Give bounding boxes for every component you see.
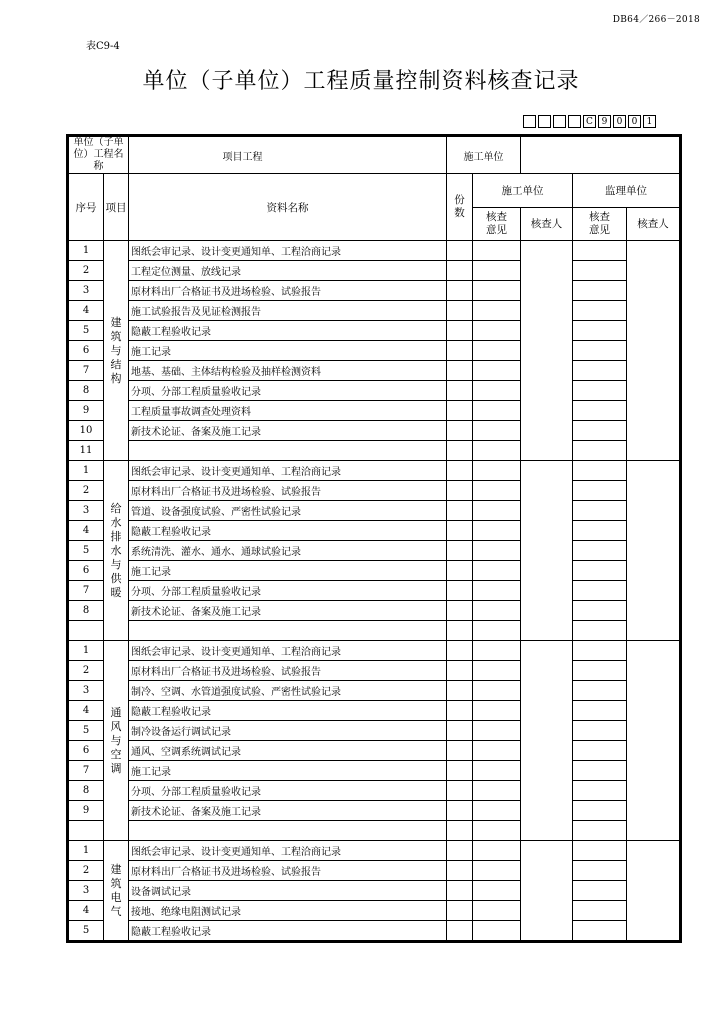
table-row: [69, 921, 680, 941]
row-copies-cell[interactable]: [447, 361, 473, 381]
table-row: [69, 601, 680, 621]
row-contractor-opinion-cell[interactable]: [473, 881, 521, 901]
row-supervisor-opinion-cell[interactable]: [573, 861, 627, 881]
row-contractor-opinion-cell[interactable]: [473, 381, 521, 401]
row-seq: 6: [69, 341, 104, 361]
section-label: [104, 841, 129, 941]
row-document-name: [129, 621, 447, 641]
table-row: [69, 781, 680, 801]
row-document-name: 设备调试记录: [129, 881, 447, 901]
row-contractor-opinion-cell[interactable]: [473, 441, 521, 461]
row-copies-cell[interactable]: [447, 761, 473, 781]
table-row: [69, 421, 680, 441]
row-document-name: 系统清洗、灌水、通水、通球试验记录: [129, 541, 447, 561]
row-contractor-opinion-cell[interactable]: [473, 661, 521, 681]
row-seq: 3: [69, 681, 104, 701]
row-seq: 5: [69, 921, 104, 941]
table-row: [69, 441, 680, 461]
row-document-name: 施工试验报告及见证检测报告: [129, 301, 447, 321]
section-supervisor-checker-cell[interactable]: [627, 641, 680, 841]
row-document-name: 新技术论证、备案及施工记录: [129, 421, 447, 441]
row-copies-cell[interactable]: [447, 861, 473, 881]
row-supervisor-opinion-cell[interactable]: [573, 481, 627, 501]
row-copies-cell[interactable]: [447, 541, 473, 561]
row-copies-cell[interactable]: [447, 781, 473, 801]
row-document-name: 原材料出厂合格证书及进场检验、试验报告: [129, 861, 447, 881]
row-copies-cell[interactable]: [447, 661, 473, 681]
code-box[interactable]: C: [583, 115, 596, 128]
row-document-name: 分项、分部工程质量验收记录: [129, 781, 447, 801]
table-row: [69, 301, 680, 321]
row-supervisor-opinion-cell[interactable]: [573, 801, 627, 821]
col-name-header: 资料名称: [129, 174, 447, 241]
row-contractor-opinion-cell[interactable]: [473, 501, 521, 521]
row-seq: 7: [69, 361, 104, 381]
table-row: [69, 361, 680, 381]
table-row: [69, 901, 680, 921]
row-document-name: 工程定位测量、放线记录: [129, 261, 447, 281]
row-supervisor-opinion-cell[interactable]: [573, 921, 627, 941]
row-supervisor-opinion-cell[interactable]: [573, 581, 627, 601]
row-document-name: 图纸会审记录、设计变更通知单、工程洽商记录: [129, 241, 447, 261]
row-copies-cell[interactable]: [447, 441, 473, 461]
standard-code: DB64／266－2018: [612, 15, 700, 25]
row-document-name: 隐蔽工程验收记录: [129, 921, 447, 941]
row-supervisor-opinion-cell[interactable]: [573, 521, 627, 541]
form-code-boxes: [521, 115, 656, 128]
table-row: [69, 881, 680, 901]
project-label: 项目工程: [129, 137, 447, 174]
row-document-name: 新技术论证、备案及施工记录: [129, 601, 447, 621]
table-row: [69, 741, 680, 761]
contractor-checker-header: 核查人: [521, 207, 573, 241]
row-seq: 3: [69, 501, 104, 521]
row-contractor-opinion-cell[interactable]: [473, 841, 521, 861]
row-copies-cell[interactable]: [447, 421, 473, 441]
row-document-name: 图纸会审记录、设计变更通知单、工程洽商记录: [129, 461, 447, 481]
row-seq: [69, 621, 104, 641]
contractor-value[interactable]: [521, 137, 680, 174]
row-document-name: [129, 441, 447, 461]
row-seq: 2: [69, 661, 104, 681]
row-document-name: 原材料出厂合格证书及进场检验、试验报告: [129, 661, 447, 681]
row-seq: 2: [69, 861, 104, 881]
row-supervisor-opinion-cell[interactable]: [573, 681, 627, 701]
supervisor-checker-header: 核查人: [627, 207, 680, 241]
row-contractor-opinion-cell[interactable]: [473, 541, 521, 561]
table-row: [69, 861, 680, 881]
row-supervisor-opinion-cell[interactable]: [573, 341, 627, 361]
row-supervisor-opinion-cell[interactable]: [573, 701, 627, 721]
row-supervisor-opinion-cell[interactable]: [573, 741, 627, 761]
row-document-name: 隐蔽工程验收记录: [129, 321, 447, 341]
row-supervisor-opinion-cell[interactable]: [573, 421, 627, 441]
table-row: [69, 721, 680, 741]
code-box[interactable]: [538, 115, 551, 128]
table-row: [69, 261, 680, 281]
row-document-name: 制冷设备运行调试记录: [129, 721, 447, 741]
table-row: [69, 281, 680, 301]
row-copies-cell[interactable]: [447, 481, 473, 501]
row-contractor-opinion-cell[interactable]: [473, 601, 521, 621]
row-copies-cell[interactable]: [447, 841, 473, 861]
row-contractor-opinion-cell[interactable]: [473, 401, 521, 421]
row-seq: 6: [69, 741, 104, 761]
row-supervisor-opinion-cell[interactable]: [573, 461, 627, 481]
row-seq: 6: [69, 561, 104, 581]
code-box[interactable]: 0: [628, 115, 641, 128]
row-contractor-opinion-cell[interactable]: [473, 261, 521, 281]
row-supervisor-opinion-cell[interactable]: [573, 621, 627, 641]
row-supervisor-opinion-cell[interactable]: [573, 641, 627, 661]
section-contractor-checker-cell[interactable]: [521, 841, 573, 941]
section-label-text: 通风与空调: [110, 705, 122, 775]
row-seq: 8: [69, 781, 104, 801]
row-supervisor-opinion-cell[interactable]: [573, 561, 627, 581]
row-copies-cell[interactable]: [447, 561, 473, 581]
row-copies-cell[interactable]: [447, 341, 473, 361]
row-seq: 4: [69, 521, 104, 541]
section-label-text: 建筑电气: [110, 862, 122, 918]
row-document-name: 图纸会审记录、设计变更通知单、工程洽商记录: [129, 841, 447, 861]
row-seq: 1: [69, 241, 104, 261]
row-document-name: 原材料出厂合格证书及进场检验、试验报告: [129, 281, 447, 301]
row-copies-cell[interactable]: [447, 701, 473, 721]
row-seq: 9: [69, 801, 104, 821]
row-supervisor-opinion-cell[interactable]: [573, 841, 627, 861]
row-supervisor-opinion-cell[interactable]: [573, 901, 627, 921]
row-seq: 9: [69, 401, 104, 421]
contractor-label: 施工单位: [447, 137, 521, 174]
row-seq: 2: [69, 261, 104, 281]
row-copies-cell[interactable]: [447, 621, 473, 641]
row-contractor-opinion-cell[interactable]: [473, 581, 521, 601]
row-document-name: 隐蔽工程验收记录: [129, 521, 447, 541]
table-row: [69, 701, 680, 721]
row-seq: 5: [69, 321, 104, 341]
row-supervisor-opinion-cell[interactable]: [573, 261, 627, 281]
row-contractor-opinion-cell[interactable]: [473, 901, 521, 921]
section-supervisor-checker-cell[interactable]: [627, 841, 680, 941]
row-copies-cell[interactable]: [447, 581, 473, 601]
page-title: 单位（子单位）工程质量控制资料核查记录: [142, 69, 580, 94]
col-seq-header: 序号: [69, 174, 104, 241]
row-document-name: 新技术论证、备案及施工记录: [129, 801, 447, 821]
row-copies-cell[interactable]: [447, 901, 473, 921]
row-contractor-opinion-cell[interactable]: [473, 701, 521, 721]
code-box[interactable]: 9: [598, 115, 611, 128]
supervisor-group-header: 监理单位: [573, 174, 680, 208]
row-supervisor-opinion-cell[interactable]: [573, 541, 627, 561]
row-copies-cell[interactable]: [447, 601, 473, 621]
row-contractor-opinion-cell[interactable]: [473, 801, 521, 821]
row-copies-cell[interactable]: [447, 721, 473, 741]
row-supervisor-opinion-cell[interactable]: [573, 241, 627, 261]
row-supervisor-opinion-cell[interactable]: [573, 441, 627, 461]
table-row: [69, 461, 680, 481]
row-seq: 8: [69, 601, 104, 621]
row-supervisor-opinion-cell[interactable]: [573, 321, 627, 341]
row-document-name: 施工记录: [129, 561, 447, 581]
col-copies-header: 份数: [447, 174, 473, 241]
row-seq: 11: [69, 441, 104, 461]
row-contractor-opinion-cell[interactable]: [473, 361, 521, 381]
table-row: [69, 761, 680, 781]
table-row: [69, 521, 680, 541]
row-seq: 2: [69, 481, 104, 501]
row-contractor-opinion-cell[interactable]: [473, 721, 521, 741]
row-document-name: 分项、分部工程质量验收记录: [129, 581, 447, 601]
row-supervisor-opinion-cell[interactable]: [573, 781, 627, 801]
row-seq: 4: [69, 701, 104, 721]
row-supervisor-opinion-cell[interactable]: [573, 881, 627, 901]
row-contractor-opinion-cell[interactable]: [473, 521, 521, 541]
code-box[interactable]: [568, 115, 581, 128]
row-copies-cell[interactable]: [447, 321, 473, 341]
table-row: [69, 661, 680, 681]
row-contractor-opinion-cell[interactable]: [473, 821, 521, 841]
code-box[interactable]: 0: [613, 115, 626, 128]
row-contractor-opinion-cell[interactable]: [473, 861, 521, 881]
row-supervisor-opinion-cell[interactable]: [573, 721, 627, 741]
row-seq: 3: [69, 881, 104, 901]
row-supervisor-opinion-cell[interactable]: [573, 401, 627, 421]
row-document-name: 制冷、空调、水管道强度试验、严密性试验记录: [129, 681, 447, 701]
row-seq: 5: [69, 721, 104, 741]
row-seq: 7: [69, 761, 104, 781]
contractor-opinion-header: 核查意见: [473, 207, 521, 241]
row-contractor-opinion-cell[interactable]: [473, 641, 521, 661]
row-supervisor-opinion-cell[interactable]: [573, 301, 627, 321]
row-supervisor-opinion-cell[interactable]: [573, 281, 627, 301]
row-contractor-opinion-cell[interactable]: [473, 781, 521, 801]
row-copies-cell[interactable]: [447, 281, 473, 301]
row-contractor-opinion-cell[interactable]: [473, 921, 521, 941]
row-contractor-opinion-cell[interactable]: [473, 241, 521, 261]
table-row: [69, 501, 680, 521]
table-row: [69, 641, 680, 661]
code-box[interactable]: 1: [643, 115, 656, 128]
section-contractor-checker-cell[interactable]: [521, 461, 573, 641]
row-seq: 1: [69, 641, 104, 661]
supervisor-opinion-header: 核查意见: [573, 207, 627, 241]
table-row: [69, 821, 680, 841]
row-document-name: [129, 821, 447, 841]
row-copies-cell[interactable]: [447, 521, 473, 541]
row-seq: 1: [69, 841, 104, 861]
section-supervisor-checker-cell[interactable]: [627, 241, 680, 461]
row-contractor-opinion-cell[interactable]: [473, 761, 521, 781]
row-document-name: 图纸会审记录、设计变更通知单、工程洽商记录: [129, 641, 447, 661]
row-contractor-opinion-cell[interactable]: [473, 281, 521, 301]
row-copies-cell[interactable]: [447, 801, 473, 821]
section-label: [104, 241, 129, 461]
inspection-table: [68, 136, 680, 941]
row-seq: 10: [69, 421, 104, 441]
row-document-name: 管道、设备强度试验、严密性试验记录: [129, 501, 447, 521]
row-seq: [69, 821, 104, 841]
table-row: [69, 581, 680, 601]
row-contractor-opinion-cell[interactable]: [473, 461, 521, 481]
row-contractor-opinion-cell[interactable]: [473, 621, 521, 641]
row-document-name: 通风、空调系统调试记录: [129, 741, 447, 761]
row-supervisor-opinion-cell[interactable]: [573, 601, 627, 621]
table-row: [69, 401, 680, 421]
table-row: [69, 801, 680, 821]
header-row-1: [69, 174, 680, 208]
table-row: [69, 241, 680, 261]
row-copies-cell[interactable]: [447, 741, 473, 761]
row-supervisor-opinion-cell[interactable]: [573, 501, 627, 521]
info-row: [69, 137, 680, 174]
row-contractor-opinion-cell[interactable]: [473, 301, 521, 321]
form-number: 表C9-4: [86, 41, 120, 52]
row-document-name: 隐蔽工程验收记录: [129, 701, 447, 721]
section-supervisor-checker-cell[interactable]: [627, 461, 680, 641]
row-document-name: 工程质量事故调查处理资料: [129, 401, 447, 421]
row-copies-cell[interactable]: [447, 381, 473, 401]
table-row: [69, 321, 680, 341]
contractor-group-header: 施工单位: [473, 174, 573, 208]
table-row: [69, 841, 680, 861]
table-row: [69, 621, 680, 641]
row-supervisor-opinion-cell[interactable]: [573, 821, 627, 841]
row-copies-cell[interactable]: [447, 681, 473, 701]
row-seq: 7: [69, 581, 104, 601]
row-contractor-opinion-cell[interactable]: [473, 741, 521, 761]
row-copies-cell[interactable]: [447, 921, 473, 941]
table-row: [69, 541, 680, 561]
section-label: [104, 641, 129, 841]
code-box[interactable]: [553, 115, 566, 128]
row-document-name: 原材料出厂合格证书及进场检验、试验报告: [129, 481, 447, 501]
row-seq: 3: [69, 281, 104, 301]
code-box[interactable]: [523, 115, 536, 128]
section-contractor-checker-cell[interactable]: [521, 641, 573, 841]
row-document-name: 施工记录: [129, 341, 447, 361]
section-label-text: 建筑与结构: [110, 315, 122, 385]
section-label-text: 给水排水与供暖: [110, 501, 122, 599]
row-copies-cell[interactable]: [447, 501, 473, 521]
row-contractor-opinion-cell[interactable]: [473, 561, 521, 581]
row-document-name: 分项、分部工程质量验收记录: [129, 381, 447, 401]
section-contractor-checker-cell[interactable]: [521, 241, 573, 461]
row-seq: 4: [69, 301, 104, 321]
row-copies-cell[interactable]: [447, 461, 473, 481]
row-document-name: 地基、基础、主体结构检验及抽样检测资料: [129, 361, 447, 381]
row-supervisor-opinion-cell[interactable]: [573, 661, 627, 681]
row-contractor-opinion-cell[interactable]: [473, 321, 521, 341]
row-copies-cell[interactable]: [447, 301, 473, 321]
row-seq: 1: [69, 461, 104, 481]
table-row: [69, 561, 680, 581]
row-copies-cell[interactable]: [447, 401, 473, 421]
row-document-name: 施工记录: [129, 761, 447, 781]
row-seq: 4: [69, 901, 104, 921]
row-copies-cell[interactable]: [447, 241, 473, 261]
row-copies-cell[interactable]: [447, 261, 473, 281]
row-copies-cell[interactable]: [447, 881, 473, 901]
row-contractor-opinion-cell[interactable]: [473, 421, 521, 441]
row-supervisor-opinion-cell[interactable]: [573, 361, 627, 381]
table-row: [69, 341, 680, 361]
row-contractor-opinion-cell[interactable]: [473, 341, 521, 361]
row-copies-cell[interactable]: [447, 821, 473, 841]
row-contractor-opinion-cell[interactable]: [473, 481, 521, 501]
row-copies-cell[interactable]: [447, 641, 473, 661]
row-document-name: 接地、绝缘电阻测试记录: [129, 901, 447, 921]
row-seq: 5: [69, 541, 104, 561]
table-row: [69, 681, 680, 701]
section-label: [104, 461, 129, 641]
col-item-header: 项目: [104, 174, 129, 241]
table-row: [69, 381, 680, 401]
row-supervisor-opinion-cell[interactable]: [573, 761, 627, 781]
row-seq: 8: [69, 381, 104, 401]
unit-name-label: 单位（子单位）工程名称: [69, 137, 129, 174]
row-contractor-opinion-cell[interactable]: [473, 681, 521, 701]
row-supervisor-opinion-cell[interactable]: [573, 381, 627, 401]
table-row: [69, 481, 680, 501]
